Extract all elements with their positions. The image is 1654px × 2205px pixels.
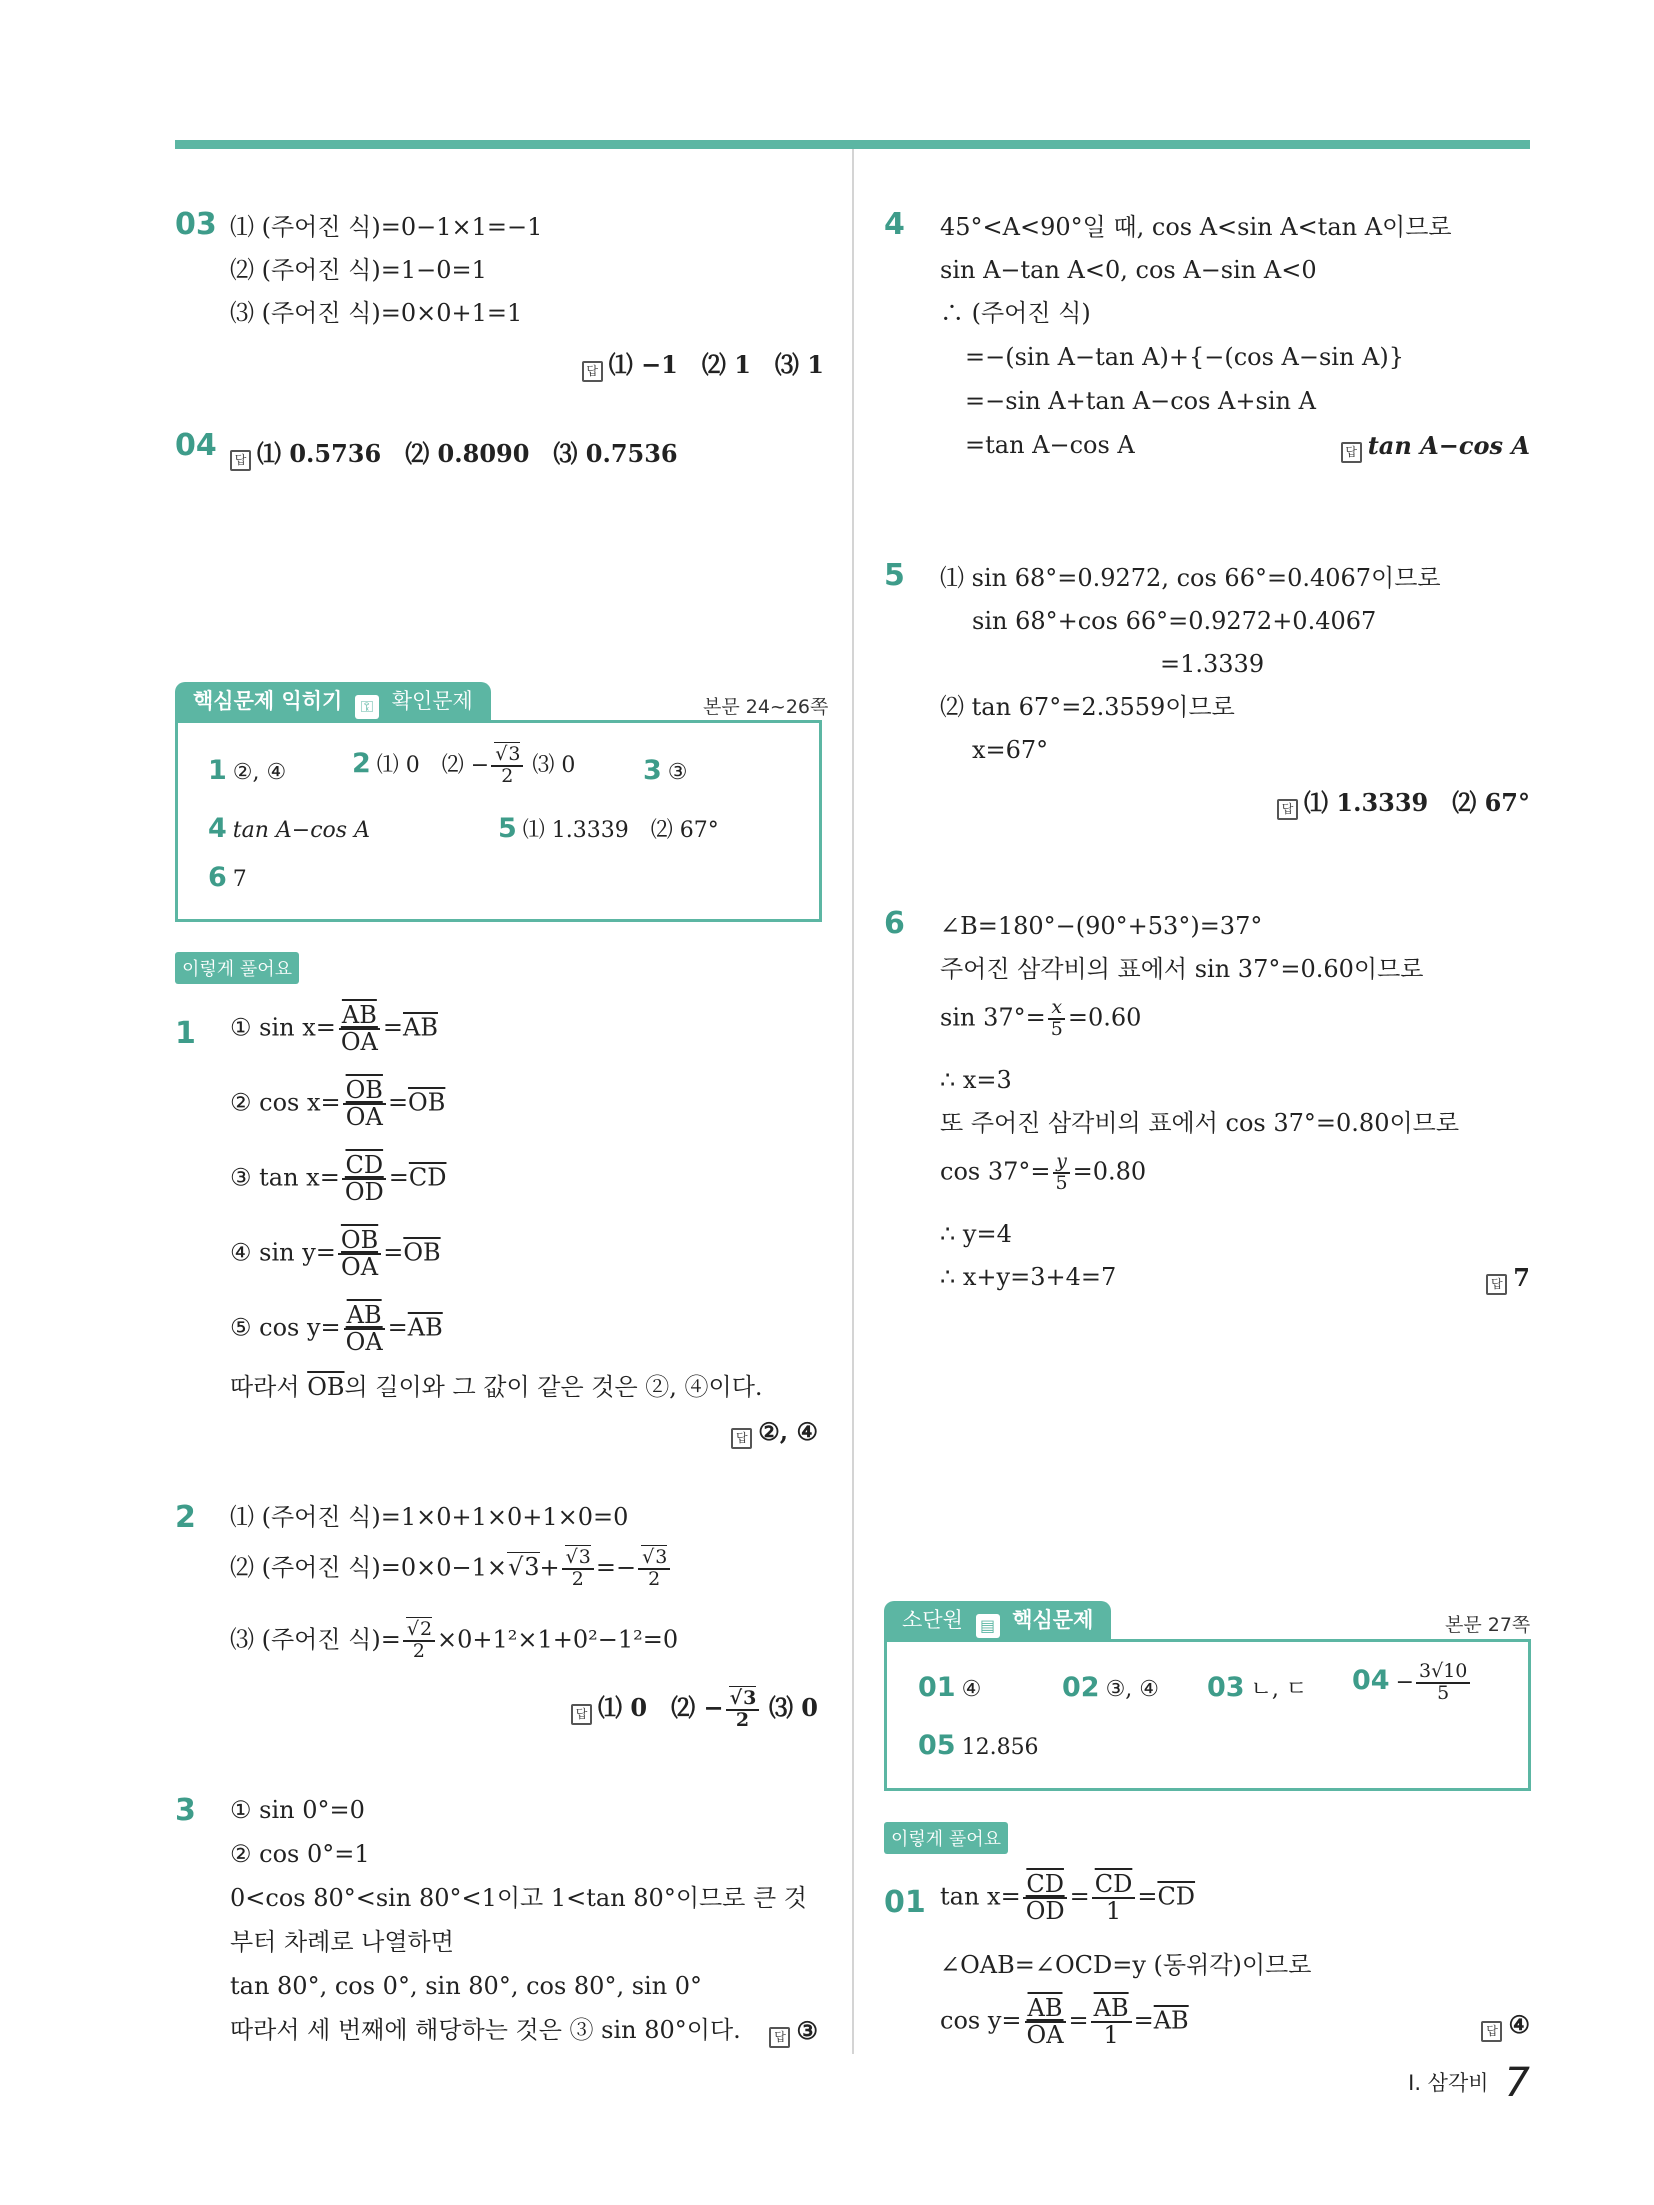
- s3-line-1: ① sin 0°=0: [230, 1796, 365, 1824]
- s01-line-2: ∠OAB=∠OCD=y (동위각)이므로: [940, 1951, 1312, 1979]
- s1-answer: 답 ②, ④: [731, 1417, 818, 1449]
- box-header-core-practice: 핵심문제 익히기 ⚿ 확인문제: [175, 682, 491, 720]
- p03-answer: 답 ⑴ −1 ⑵ 1 ⑶ 1: [582, 345, 824, 382]
- solution-number-1: 1: [175, 1016, 196, 1051]
- s4-line-3: ∴ (주어진 식): [940, 299, 1091, 327]
- s5-line-2: sin 68°+cos 66°=0.9272+0.4067: [972, 607, 1377, 635]
- s01-line-1: tan x= $\frac{\overline{CD}}{OD}$ = $\frac{\overline{CD}}{1}$ $=\overline{CD}$: [940, 1870, 1196, 1926]
- solution-number-6: 6: [884, 906, 905, 941]
- column-divider: [852, 149, 854, 2054]
- s1-item-b: ② cos x= $\frac{\overline{OB}}{OA}$ $=\overline{OB}$: [230, 1076, 446, 1132]
- s6-answer: 답 7: [1486, 1263, 1530, 1295]
- document-icon: ▤: [976, 1614, 1000, 1638]
- s2-answer: 답 ⑴ 0 ⑵ − √ $\frac{3}{2}$ ⑶ 0: [571, 1688, 818, 1730]
- s4-line-6: =tan A−cos A: [965, 431, 1135, 459]
- solution-tag-right: 이렇게 풀어요: [884, 1822, 1008, 1854]
- s3-line-5: tan 80°, cos 0°, sin 80°, cos 80°, sin 0°: [230, 1972, 703, 2000]
- solution-number-01: 01: [884, 1885, 926, 1920]
- s4-line-2: sin A−tan A<0, cos A−sin A<0: [940, 256, 1317, 284]
- box-item-4: 4 tan A−cos A: [208, 813, 370, 844]
- page-footer: [1408, 2060, 1530, 2106]
- answer-icon: 답: [769, 2027, 790, 2048]
- s1-item-c: ③ tan x= $\frac{\overline{CD}}{OD}$ $=\overline{CD}$: [230, 1151, 447, 1207]
- problem-number-04: 04: [175, 428, 217, 463]
- s1-item-e: ⑤ cos y= $\frac{\overline{AB}}{OA}$ $=\overline{AB}$: [230, 1301, 443, 1357]
- box2-item-1: 01 ④: [918, 1672, 982, 1703]
- s4-line-1: 45°<A<90°일 때, cos A<sin A<tan A이므로: [940, 213, 1452, 241]
- s2-line-1: ⑴ (주어진 식)=1×0+1×0+1×0=0: [230, 1503, 629, 1531]
- s6-line-7: ∴ y=4: [940, 1220, 1012, 1248]
- solution-number-4: 4: [884, 207, 905, 242]
- s5-answer: 답 ⑴ 1.3339 ⑵ 67°: [1277, 783, 1530, 820]
- box-page-ref: 본문 24~26쪽: [703, 696, 829, 718]
- s1-item-d: ④ sin y= $\frac{\overline{OB}}{OA}$ $=\overline{OB}$: [230, 1226, 441, 1282]
- solution-number-3: 3: [175, 1793, 196, 1828]
- answer-icon: 답: [1341, 442, 1362, 463]
- solution-tag-left: 이렇게 풀어요: [175, 952, 299, 984]
- s2-line-2: ⑵ (주어진 식)=0×0−1× √ 3+ √ $\frac{3}{2}$ =− √ $\frac{3}{2}$: [230, 1548, 672, 1590]
- solution-number-5: 5: [884, 558, 905, 593]
- s6-line-4: ∴ x=3: [940, 1066, 1012, 1094]
- s5-line-3: =1.3339: [1160, 650, 1265, 678]
- s1-conclusion: 따라서 $\overline{OB}$의 길이와 그 값이 같은 것은 ②, ④이다.: [230, 1373, 763, 1401]
- answer-icon: 답: [731, 1428, 752, 1449]
- footer-section: Ⅰ. 삼각비: [1408, 2071, 1489, 2095]
- key-icon: ⚿: [355, 695, 379, 719]
- s4-line-5: =−sin A+tan A−cos A+sin A: [965, 387, 1316, 415]
- p03-line-1: ⑴ (주어진 식)=0−1×1=−1: [230, 213, 543, 241]
- answer-icon: 답: [230, 450, 251, 471]
- s2-line-3: ⑶ (주어진 식)= √ $\frac{2}{2}$ ×0+1²×1+0²−1²=0: [230, 1620, 678, 1662]
- s3-line-3: 0<cos 80°<sin 80°<1이고 1<tan 80°이므로 큰 것: [230, 1884, 807, 1912]
- top-accent-bar: [175, 140, 1530, 149]
- box-header-unit-core: 소단원 ▤ 핵심문제: [884, 1601, 1111, 1639]
- s3-line-2: ② cos 0°=1: [230, 1840, 370, 1868]
- box-item-6: 6 7: [208, 862, 247, 893]
- box-item-3: 3 ③: [643, 755, 688, 786]
- answer-icon: 답: [1486, 1274, 1507, 1295]
- p03-line-2: ⑵ (주어진 식)=1−0=1: [230, 256, 487, 284]
- s4-answer: 답 tan A−cos A: [1341, 431, 1530, 463]
- box2-page-ref: 본문 27쪽: [1445, 1614, 1531, 1636]
- s01-answer: 답 ④: [1481, 2010, 1530, 2042]
- box2-item-2: 02 ③, ④: [1062, 1672, 1160, 1703]
- s6-line-3: sin 37°= $\frac{x}{5}$ =0.60: [940, 996, 1142, 1040]
- answer-icon: 답: [571, 1704, 592, 1725]
- s01-line-3: cos y= $\frac{\overline{AB}}{OA}$ = $\frac{\overline{AB}}{1}$ $=\overline{AB}$: [940, 1994, 1189, 2050]
- s5-line-5: x=67°: [972, 736, 1049, 764]
- box-item-5: 5 ⑴ 1.3339 ⑵ 67°: [498, 813, 719, 844]
- s5-line-1: ⑴ sin 68°=0.9272, cos 66°=0.4067이므로: [940, 564, 1441, 592]
- answer-icon: 답: [1277, 799, 1298, 820]
- answer-icon: 답: [582, 361, 603, 382]
- box2-item-5: 05 12.856: [918, 1730, 1039, 1761]
- s6-line-2: 주어진 삼각비의 표에서 sin 37°=0.60이므로: [940, 955, 1424, 983]
- box2-item-3: 03 ㄴ, ㄷ: [1207, 1672, 1308, 1703]
- p03-line-3: ⑶ (주어진 식)=0×0+1=1: [230, 299, 523, 327]
- answer-icon: 답: [1481, 2021, 1502, 2042]
- s1-item-a: ① sin x= $\frac{\overline{AB}}{OA}$ $=\overline{AB}$: [230, 1001, 438, 1057]
- s3-line-4: 부터 차례로 나열하면: [230, 1928, 454, 1956]
- problem-number-03: 03: [175, 207, 217, 242]
- s4-line-4: =−(sin A−tan A)+{−(cos A−sin A)}: [965, 343, 1405, 371]
- solution-number-2: 2: [175, 1500, 196, 1535]
- box-item-1: 1 ②, ④: [208, 755, 287, 786]
- s5-line-4: ⑵ tan 67°=2.3559이므로: [940, 693, 1235, 721]
- page-number: 7: [1504, 2060, 1530, 2106]
- box-item-2: 2 ⑴ 0 ⑵ − √ $\frac{3}{2}$ ⑶ 0: [352, 745, 575, 787]
- s6-line-6: cos 37°= $\frac{y}{5}$ =0.80: [940, 1150, 1147, 1194]
- s6-line-5: 또 주어진 삼각비의 표에서 cos 37°=0.80이므로: [940, 1109, 1460, 1137]
- box2-item-4: 04 − $\frac{3√10}{5}$: [1352, 1662, 1472, 1704]
- p04-answer: 답 ⑴ 0.5736 ⑵ 0.8090 ⑶ 0.7536: [230, 434, 678, 471]
- s3-answer: 답 ③: [769, 2016, 818, 2048]
- s6-line-8: ∴ x+y=3+4=7: [940, 1263, 1117, 1291]
- s3-line-6: 따라서 세 번째에 해당하는 것은 ③ sin 80°이다.: [230, 2016, 741, 2044]
- s6-line-1: ∠B=180°−(90°+53°)=37°: [940, 912, 1263, 940]
